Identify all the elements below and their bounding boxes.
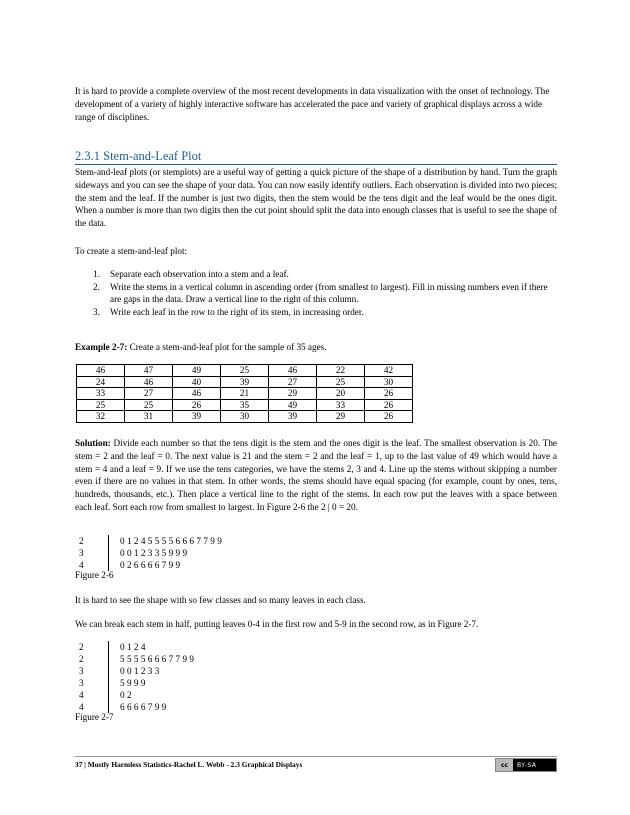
table-row	[77, 388, 413, 400]
table-row	[77, 411, 413, 423]
table-cell: 35	[221, 399, 269, 411]
section-heading: 2.3.1 Stem-and-Leaf Plot	[75, 149, 557, 165]
table-cell: 26	[365, 399, 413, 411]
table-cell: 25	[77, 399, 125, 411]
stem-value: 4	[79, 690, 84, 700]
table-cell: 33	[317, 399, 365, 411]
intro-paragraph: It is hard to provide a complete overview of the most recent developments in data visualization with the onset of technology. The development of a variety of highly interactive software has accelerated the pace and variety of graphical displays across a wide range of disciplines.	[75, 86, 550, 122]
stem-value: 4	[79, 560, 84, 570]
table-cell: 26	[173, 399, 221, 411]
leaf-values: 026666799	[120, 560, 183, 570]
table-cell: 30	[365, 376, 413, 388]
section-body-paragraph: Stem-and-leaf plots (or stemplots) are a useful way of getting a quick picture of the shape of a distribution by hand. Turn the graph sideways and you can see the shape of your data. You can now easily identify outliers. Each observation is divided into two pieces; the stem and the leaf. If the number is just two digits, then the stem would be the tens digit and the leaf would be the ones digit. When a number is more than two digits then the cut point should split the data into enough classes that is useful to see the shape of the data.	[75, 167, 557, 229]
table-cell: 20	[317, 388, 365, 400]
table-cell: 49	[173, 365, 221, 377]
by-sa-label: BY-SA	[517, 761, 537, 769]
table-row	[77, 365, 413, 377]
leaf-values: 012455556667799	[120, 536, 225, 546]
step-item	[93, 268, 557, 281]
create-intro: To create a stem-and-leaf plot:	[75, 246, 188, 256]
table-cell: 46	[173, 388, 221, 400]
table-cell: 29	[269, 388, 317, 400]
table-cell: 32	[77, 411, 125, 423]
table-cell: 39	[221, 376, 269, 388]
table-cell: 49	[269, 399, 317, 411]
stem-value: 2	[79, 536, 84, 546]
leaf-values: 001233	[120, 666, 162, 676]
table-row	[77, 399, 413, 411]
table-cell: 31	[125, 411, 173, 423]
table-cell: 39	[269, 411, 317, 423]
table-cell: 40	[173, 376, 221, 388]
example-text: Create a stem-and-leaf plot for the sample of 35 ages.	[127, 342, 327, 352]
step-text: Write the stems in a vertical column in ascending order (from smallest to largest). Fill in missing numbers even if there are gaps in the data. Draw a vertical line to the right of this column.	[110, 281, 548, 305]
footer-text: 37 | Mostly Harmless Statistics-Rachel L. Webb - 2.3 Graphical Displays	[75, 760, 303, 769]
table-cell: 25	[221, 365, 269, 377]
step-number: 2.	[93, 281, 100, 292]
table-cell: 46	[269, 365, 317, 377]
table-cell: 24	[77, 376, 125, 388]
table-cell: 27	[269, 376, 317, 388]
table-cell: 42	[365, 365, 413, 377]
example-label: Example 2-7:	[75, 342, 128, 352]
leaf-values: 0012335999	[120, 548, 190, 558]
table-cell: 33	[77, 388, 125, 400]
break-paragraph: We can break each stem in half, putting leaves 0-4 in the first row and 5-9 in the second row, as in Figure 2-7.	[75, 619, 479, 629]
leaf-values: 55556667799	[120, 654, 197, 664]
stem-value: 3	[79, 548, 84, 558]
table-cell: 25	[125, 399, 173, 411]
ages-table-body	[77, 365, 413, 423]
stem-divider-line	[108, 641, 109, 713]
leaf-values: 0124	[120, 642, 148, 652]
cc-icon: cc	[496, 759, 513, 771]
solution-text: Divide each number so that the tens digit is the stem and the ones digit is the leaf. The smallest observation is 20. The stem = 2 and the leaf = 0. The next value is 21 and the stem = 2 and the leaf = 1, up to the last value of 49 which would have a stem = 4 and a leaf = 9. If we use the tens categories, we have the stems 2, 3 and 4. Line up the stems without skipping a number even if there are no values in that stem. In other words, the stems should have equal spacing (for example, count by ones, tens, hundreds, thousands, etc.). Then place a vertical line to the right of the stems. In each row put the leaves with a space between each leaf. Sort each row from smallest to largest. In Figure 2-6 the 2 | 0 = 20.	[75, 438, 557, 512]
ages-table	[76, 364, 413, 423]
table-cell: 30	[221, 411, 269, 423]
steps-list	[93, 268, 557, 318]
step-number: 1.	[93, 269, 100, 279]
step-item	[93, 281, 557, 306]
stem-value: 4	[79, 702, 84, 712]
table-cell: 26	[365, 411, 413, 423]
table-cell: 22	[317, 365, 365, 377]
stem-value: 2	[79, 642, 84, 652]
cc-by-sa-badge	[495, 758, 557, 772]
figure-2-7-caption: Figure 2-7	[75, 712, 114, 722]
solution-paragraph	[75, 437, 557, 514]
stem-value: 2	[79, 654, 84, 664]
footer-divider	[75, 756, 557, 757]
example-paragraph	[75, 341, 557, 354]
stem-value: 3	[79, 678, 84, 688]
shape-paragraph: It is hard to see the shape with so few classes and so many leaves in each class.	[75, 595, 366, 605]
table-cell: 26	[365, 388, 413, 400]
table-cell: 27	[125, 388, 173, 400]
table-cell: 39	[173, 411, 221, 423]
table-cell: 47	[125, 365, 173, 377]
step-text: Separate each observation into a stem and a leaf.	[110, 269, 289, 279]
table-cell: 46	[77, 365, 125, 377]
leaf-values: 5999	[120, 678, 148, 688]
stem-value: 3	[79, 666, 84, 676]
figure-2-6-caption: Figure 2-6	[75, 570, 114, 580]
step-item	[93, 306, 557, 319]
stem-divider-line	[108, 535, 109, 571]
table-row	[77, 376, 413, 388]
table-cell: 29	[317, 411, 365, 423]
step-number: 3.	[93, 306, 100, 317]
table-cell: 46	[125, 376, 173, 388]
step-text: Write each leaf in the row to the right of its stem, in increasing order.	[110, 306, 364, 317]
leaf-values: 6666799	[120, 702, 169, 712]
table-cell: 21	[221, 388, 269, 400]
solution-label: Solution:	[75, 438, 111, 448]
table-cell: 25	[317, 376, 365, 388]
leaf-values: 02	[120, 690, 134, 700]
